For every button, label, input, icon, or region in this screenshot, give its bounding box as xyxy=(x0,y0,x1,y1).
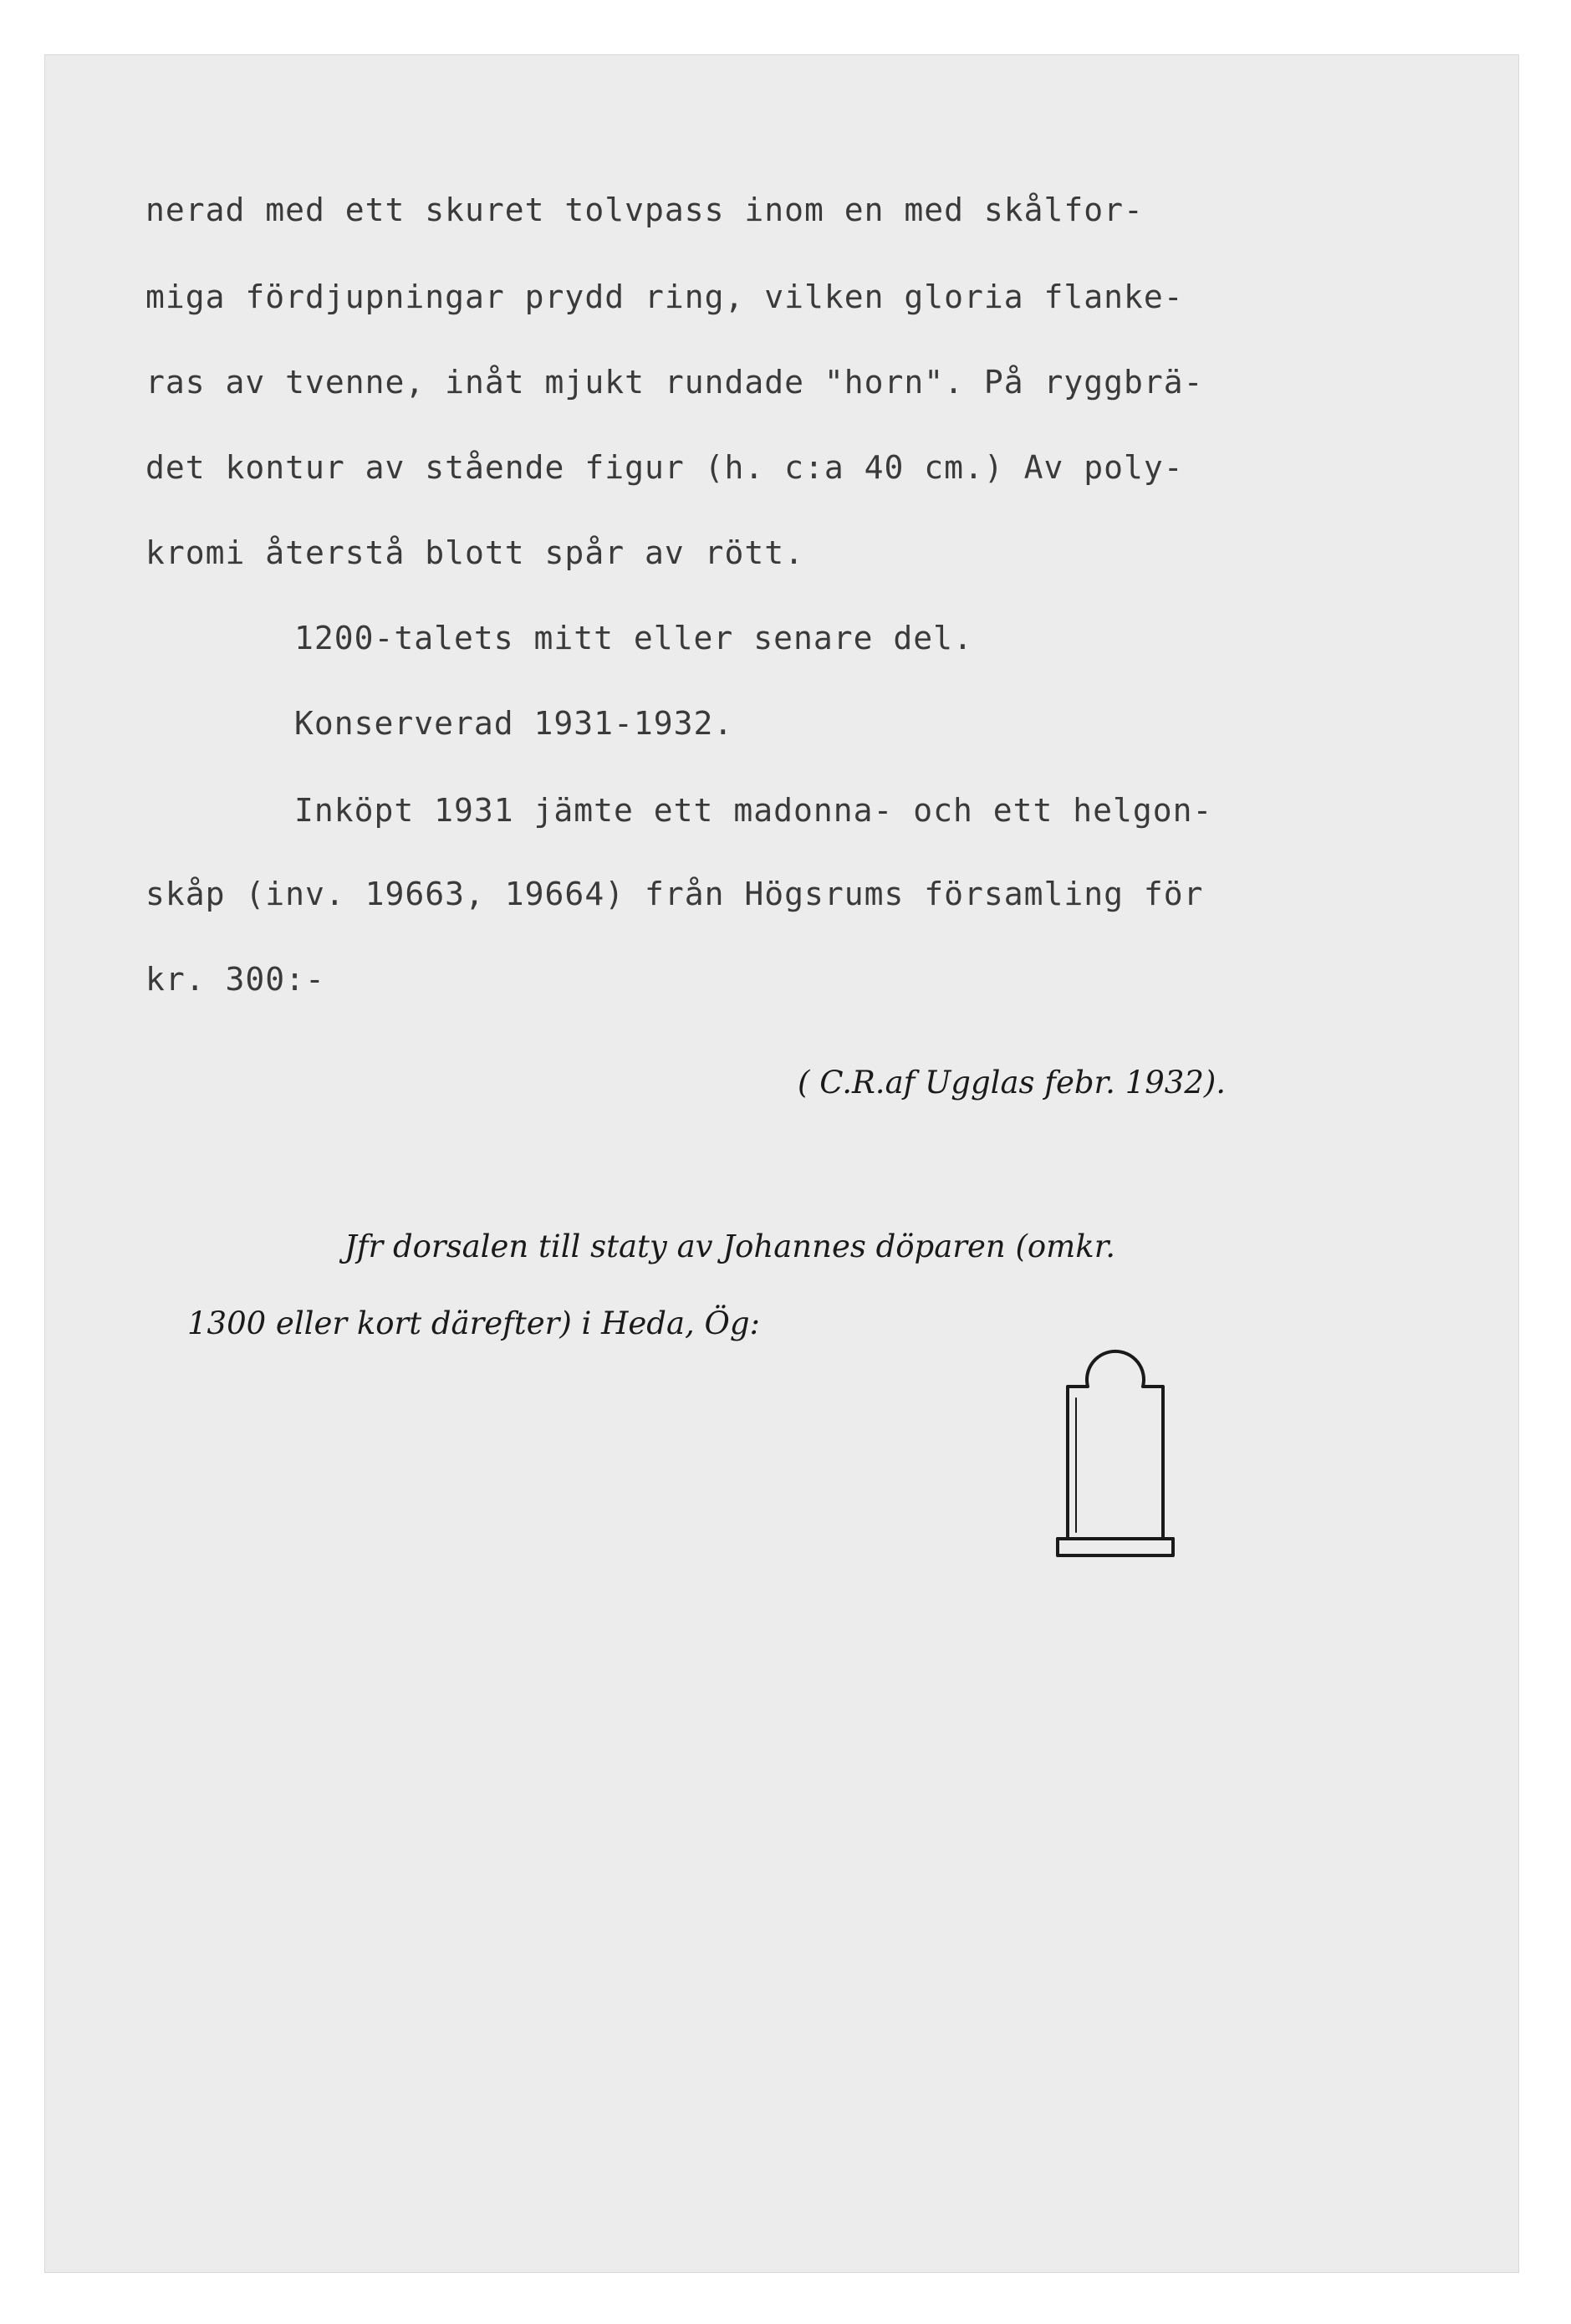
statue-back-sketch-icon xyxy=(1044,1340,1186,1574)
typed-line-7: Konserverad 1931-1932. xyxy=(294,705,734,742)
typed-line-3: ras av tvenne, inåt mjukt rundade "horn". På ryggbrä- xyxy=(145,364,1204,401)
handwritten-note-line-2: 1300 eller kort därefter) i Heda, Ög: xyxy=(187,1305,761,1341)
typed-line-9: skåp (inv. 19663, 19664) från Högsrums församling för xyxy=(145,876,1204,912)
document-page xyxy=(45,55,1518,2272)
typed-line-4: det kontur av stående figur (h. c:a 40 cm.) Av poly- xyxy=(145,449,1184,486)
typed-line-2: miga fördjupningar prydd ring, vilken gloria flanke- xyxy=(145,278,1184,315)
handwritten-note-line-1: Jfr dorsalen till staty av Johannes döparen (omkr. xyxy=(344,1228,1116,1264)
typed-line-6: 1200-talets mitt eller senare del. xyxy=(294,620,973,656)
typed-line-10: kr. 300:- xyxy=(145,961,325,998)
typed-line-8: Inköpt 1931 jämte ett madonna- och ett helgon- xyxy=(294,792,1213,829)
handwritten-signature: ( C.R.af Ugglas febr. 1932). xyxy=(798,1065,1227,1101)
typed-line-1: nerad med ett skuret tolvpass inom en med skålfor- xyxy=(145,192,1144,228)
typed-line-5: kromi återstå blott spår av rött. xyxy=(145,534,804,571)
